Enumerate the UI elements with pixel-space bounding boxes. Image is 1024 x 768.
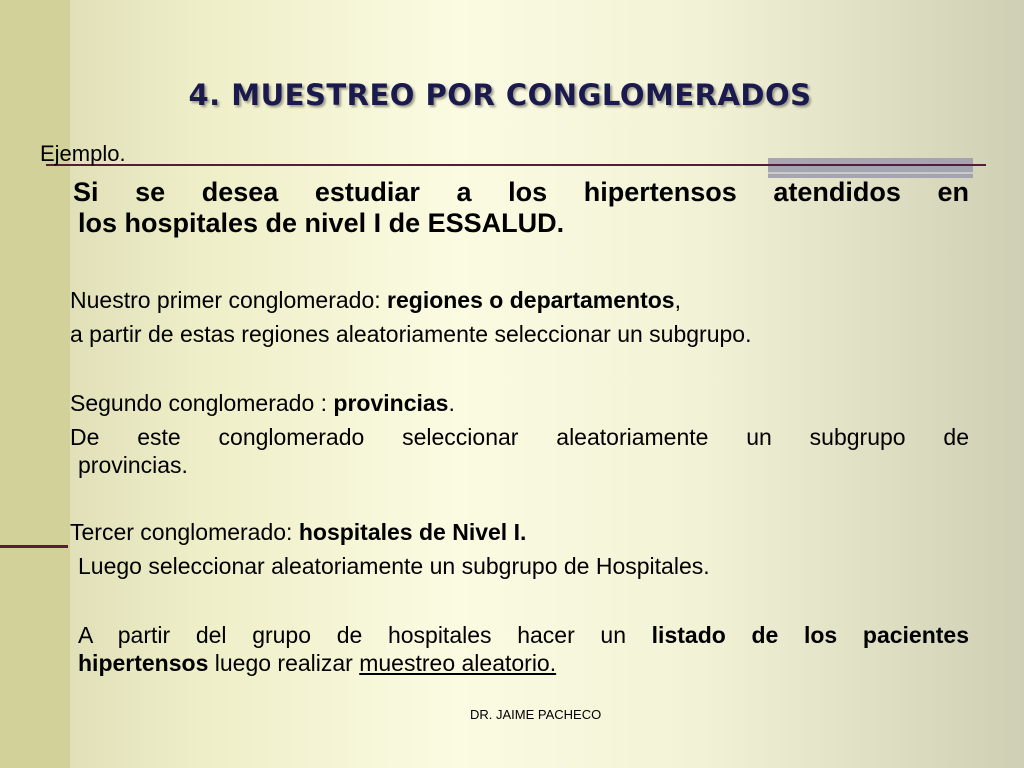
third-cluster-detail: Luego seleccionar aleatoriamente un subgrupo de Hospitales. (78, 553, 710, 579)
first-cluster-line (70, 286, 681, 314)
footer-author: DR. JAIME PACHECO (470, 707, 602, 722)
second-cluster-detail-1: De este conglomerado seleccionar aleatoriamente un subgrupo de (70, 424, 969, 450)
first-cluster-bold: regiones o departamentos (387, 287, 675, 313)
slide-title: 4. MUESTREO POR CONGLOMERADOS (188, 78, 812, 112)
first-cluster-suffix: , (674, 287, 681, 313)
second-cluster-prefix: Segundo conglomerado : (70, 390, 334, 416)
second-cluster-bold: provincias (333, 390, 449, 416)
final-line-2-mid: luego realizar (208, 650, 360, 676)
title-divider (46, 164, 986, 166)
final-line-2 (78, 649, 556, 677)
final-line-1-prefix: A partir del grupo de hospitales hacer un (78, 622, 652, 648)
left-decorative-band (0, 0, 70, 768)
third-cluster-bold: hospitales de Nivel I. (298, 519, 527, 545)
intro-line-2: los hospitales de nivel I de ESSALUD. (78, 208, 565, 238)
third-cluster-line (70, 518, 526, 546)
final-line-2-bold: hipertensos (78, 650, 209, 676)
second-cluster-suffix: . (448, 390, 455, 416)
title-accent-bar (768, 158, 973, 178)
first-cluster-prefix: Nuestro primer conglomerado: (70, 287, 388, 313)
final-line-1-bold: listado de los pacientes (651, 622, 969, 648)
example-label: Ejemplo. (40, 141, 126, 166)
final-line-1 (78, 621, 969, 649)
first-cluster-detail: a partir de estas regiones aleatoriamente seleccionar un subgrupo. (70, 321, 752, 347)
left-accent-line (0, 545, 68, 548)
intro-line-1: Si se desea estudiar a los hipertensos atendidos en (73, 177, 969, 207)
third-cluster-prefix: Tercer conglomerado: (70, 519, 299, 545)
second-cluster-detail-2: provincias. (78, 452, 188, 478)
final-line-2-underline: muestreo aleatorio. (359, 650, 557, 676)
second-cluster-line (70, 389, 455, 417)
